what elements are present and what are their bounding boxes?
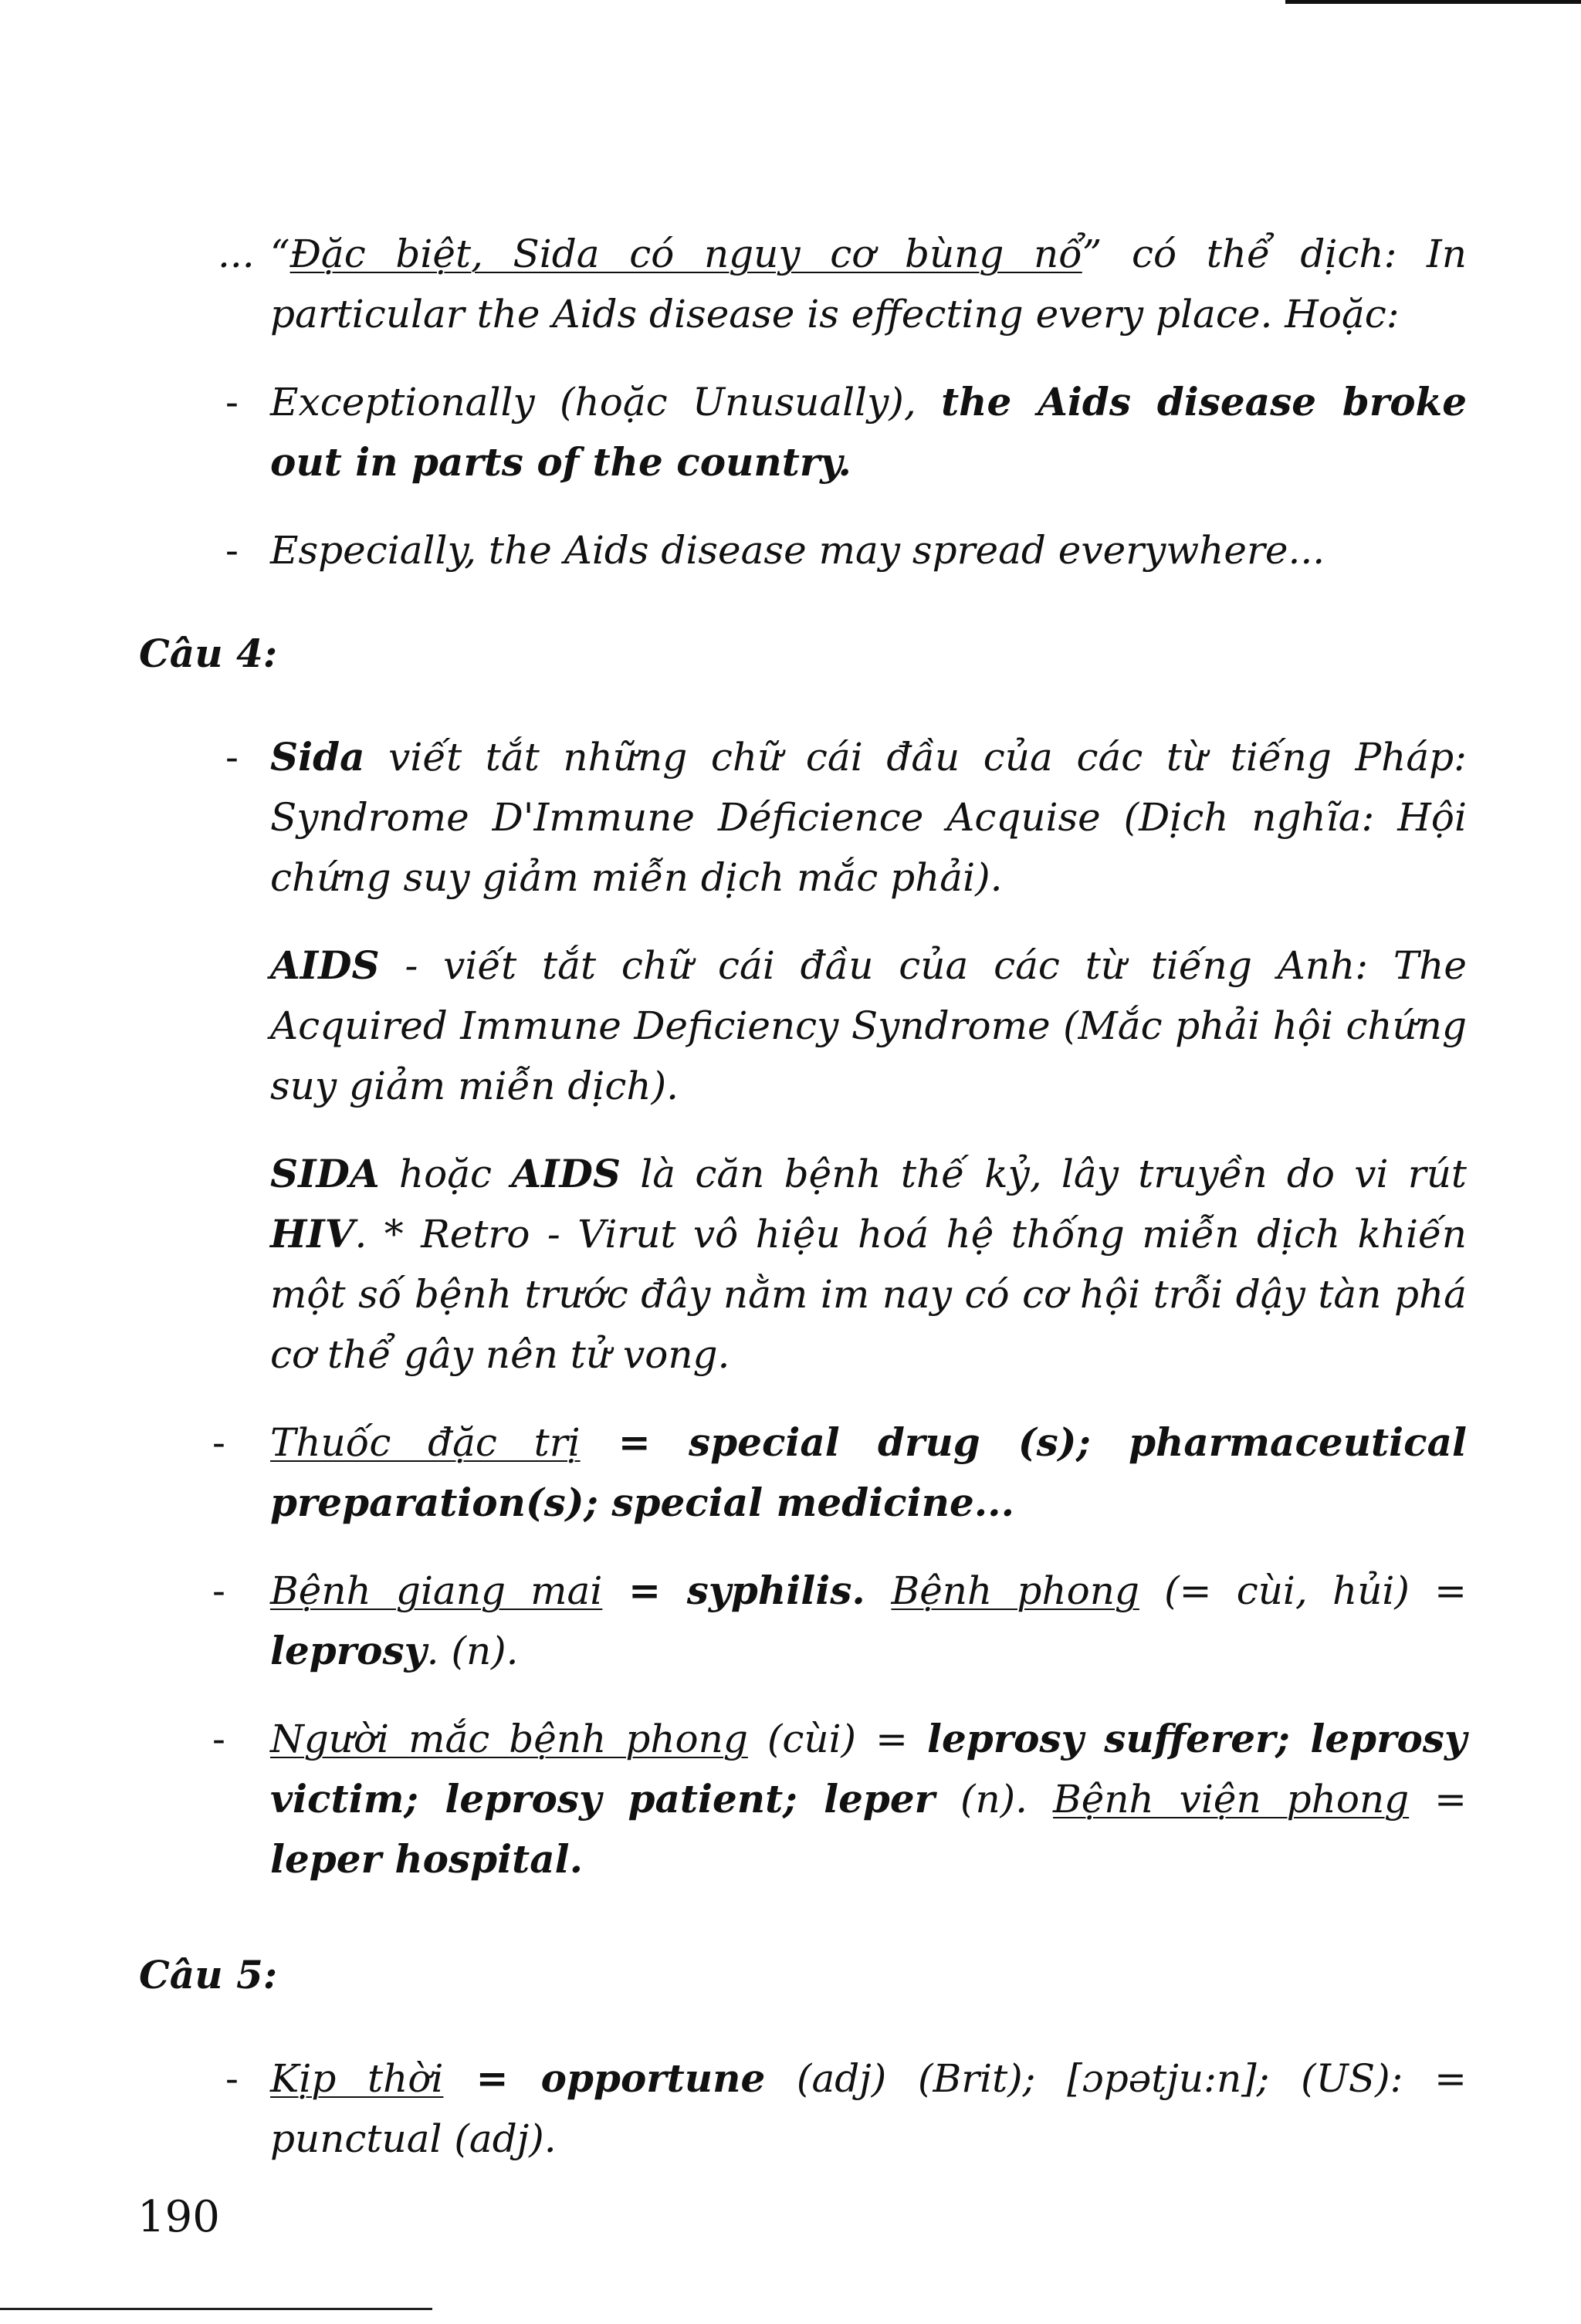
item-text: (= cùi, hủi) =	[1139, 1568, 1468, 1613]
page-number: 190	[137, 2192, 220, 2242]
list-item-especially	[139, 520, 1467, 580]
top-rule	[1285, 0, 1581, 4]
list-item-exceptionally	[139, 372, 1467, 492]
quote-close: ”	[1082, 232, 1102, 276]
list-item-thuoc-dac-tri	[139, 1412, 1467, 1533]
list-item-sida	[139, 727, 1467, 908]
section-heading-cau-5: Câu 5:	[139, 1952, 278, 1998]
aids-paragraph	[139, 935, 1467, 1116]
paragraph-text: - viết tắt chữ cái đầu của các từ tiếng Anh: The Acquired Immune Deficiency Syndrome (Mắc phải hội chứng suy giảm miễn dịch).	[270, 943, 1467, 1108]
item-text: (cùi) =	[747, 1717, 927, 1761]
term-aids: AIDS	[270, 942, 380, 988]
page-content	[139, 224, 1467, 2169]
paragraph-text: là căn bệnh thế kỷ, lây truyền do vi rút	[620, 1152, 1468, 1196]
list-item-kip-thoi	[139, 2048, 1467, 2169]
list-item-benh-giang-mai	[139, 1561, 1467, 1681]
item-bold-text: = special drug (s); pharmaceutical preparation(s); special medicine...	[270, 1419, 1467, 1525]
list-dash: -	[212, 1568, 225, 1613]
list-item-nguoi-mac-benh-phong	[139, 1709, 1467, 1889]
term-sida: Sida	[270, 734, 365, 780]
quoted-phrase: Đặc biệt, Sida có nguy cơ bùng nổ	[289, 232, 1082, 276]
intro-text: có thể dịch: In particular the Aids disease is effecting every place. Hoặc:	[270, 232, 1468, 337]
item-bold-text: = opportune	[443, 2055, 766, 2101]
item-text: Exceptionally (hoặc Unusually),	[270, 380, 942, 425]
list-dash: -	[225, 528, 239, 573]
section-heading-cau-4: Câu 4:	[139, 631, 278, 676]
list-dash: -	[225, 2056, 239, 2101]
item-bold-text: leper hospital.	[270, 1836, 584, 1882]
term-hiv: HIV	[270, 1211, 355, 1257]
quote-open: “	[270, 232, 290, 276]
paragraph-text: hoặc	[379, 1152, 512, 1196]
item-bold-text: = syphilis.	[602, 1568, 892, 1613]
sida-aids-paragraph	[139, 1144, 1467, 1385]
underlined-term: Kịp thời	[270, 2056, 444, 2101]
intro-paragraph	[139, 224, 1467, 344]
paragraph-text: . * Retro - Virut vô hiệu hoá hệ thống miễn dịch khiến một số bệnh trước đây nằm im nay có cơ hội trỗi dậy tàn phá cơ thể gây nên tử vong.	[270, 1212, 1467, 1377]
underlined-term: Bệnh phong	[891, 1568, 1139, 1613]
item-text: (n).	[935, 1777, 1054, 1822]
item-text: . (n).	[426, 1629, 519, 1673]
item-text: =	[1409, 1777, 1467, 1822]
item-bold-text: leprosy	[270, 1628, 427, 1673]
list-dash: -	[212, 1420, 225, 1465]
term-aids-caps: AIDS	[511, 1151, 621, 1196]
list-dash: -	[225, 380, 239, 425]
list-dash: -	[225, 735, 239, 780]
item-bold-text: leprosy sufferer; leprosy victim; leprosy patient; leper	[270, 1716, 1467, 1822]
intro-ellipsis: ...	[218, 232, 255, 276]
item-bold-text: the Aids disease broke out in parts of the country.	[270, 379, 1468, 485]
bottom-rule	[0, 2308, 432, 2310]
item-text: Especially, the Aids disease may spread everywhere...	[270, 528, 1325, 573]
underlined-term: Bệnh viện phong	[1053, 1777, 1410, 1822]
underlined-term: Bệnh giang mai	[270, 1568, 603, 1613]
item-text: (adj) (Brit); [ɔpətju:n]; (US): = punctual (adj).	[270, 2056, 1467, 2161]
underlined-term: Người mắc bệnh phong	[270, 1717, 748, 1761]
item-text: viết tắt những chữ cái đầu của các từ tiếng Pháp: Syndrome D'Immune Déficience Acquise (Dịch nghĩa: Hội chứng suy giảm miễn dịch mắc phải).	[270, 735, 1467, 900]
list-dash: -	[212, 1717, 225, 1761]
term-sida-caps: SIDA	[270, 1151, 380, 1196]
underlined-term: Thuốc đặc trị	[270, 1420, 581, 1465]
